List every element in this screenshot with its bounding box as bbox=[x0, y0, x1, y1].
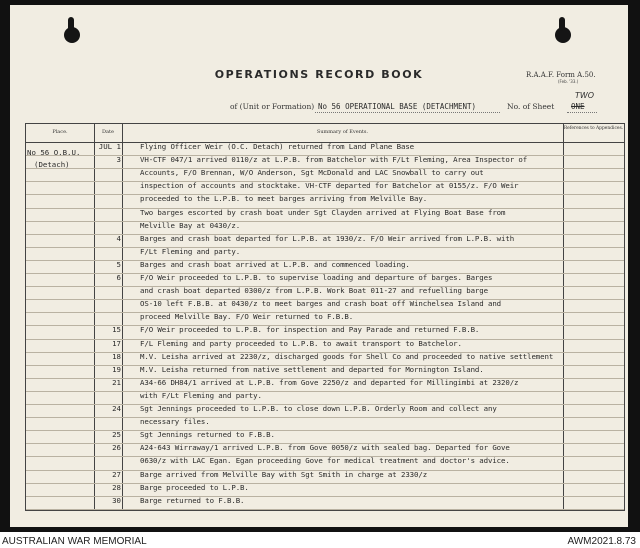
summary-line: Barge proceeded to L.P.B. bbox=[140, 482, 249, 492]
sheet-label: No. of Sheet bbox=[507, 102, 555, 111]
summary-line: and crash boat departed 0300/z from L.P.B. Work Boat 011-27 and refuelling barge bbox=[140, 286, 488, 296]
column-header-summary: Summary of Events. bbox=[316, 129, 369, 135]
entry-date: 27 bbox=[112, 469, 121, 479]
entry-date: JUL 1 bbox=[98, 142, 121, 151]
entry-date: 5 bbox=[116, 259, 121, 269]
summary-line: Barges and crash boat arrived at L.P.B. and commenced loading. bbox=[140, 259, 410, 269]
unit-label: of (Unit or Formation) bbox=[230, 102, 315, 111]
summary-line: proceed Melville Bay. F/O Weir returned to F.B.B. bbox=[140, 312, 354, 322]
summary-line: A24-643 Wirraway/1 arrived L.P.B. from Gove 0050/z with sealed bag. Departed for Gove bbox=[140, 443, 510, 453]
column-header-references: References to Appendices. bbox=[563, 126, 624, 131]
unit-underline bbox=[315, 112, 500, 113]
summary-line: VH-CTF 047/1 arrived 0110/z at L.P.B. from Batchelor with F/Lt Fleming, Area Inspector of bbox=[140, 155, 528, 165]
summary-line: proceeded to the L.P.B. to meet barges arriving from Melville Bay. bbox=[140, 194, 428, 204]
footer-accession: AWM2021.8.73 bbox=[567, 536, 636, 547]
summary-line: inspection of accounts and stocktake. VH-CTF departed for Batchelor at 0155/z. F/O Weir bbox=[140, 181, 519, 191]
entry-date: 30 bbox=[112, 495, 121, 505]
entry-date: 3 bbox=[116, 155, 121, 165]
summary-line: Two barges escorted by crash boat under Sgt Clayden arrived at Flying Boat Base from bbox=[140, 207, 506, 217]
entry-date: 15 bbox=[112, 325, 121, 335]
ruled-line bbox=[26, 221, 624, 222]
summary-line: Sgt Jennings proceeded to L.P.B. to close down L.P.B. Orderly Room and collect any bbox=[140, 404, 497, 413]
page-title: OPERATIONS RECORD BOOK bbox=[214, 68, 424, 81]
entry-date: 17 bbox=[112, 338, 121, 348]
summary-line: Sgt Jennings returned to F.B.B. bbox=[140, 430, 275, 440]
record-sheet bbox=[10, 5, 628, 527]
summary-line: Flying Officer Weir (O.C. Detach) returned from Land Plane Base bbox=[140, 142, 415, 151]
summary-line: F/Lt Fleming and party. bbox=[140, 246, 241, 256]
ruled-line bbox=[26, 247, 624, 248]
binder-hole-left bbox=[64, 27, 80, 43]
summary-line: F/O Weir proceeded to L.P.B. for inspection and Pay Parade and returned F.B.B. bbox=[140, 325, 480, 335]
ruled-line bbox=[26, 417, 624, 418]
summary-line: Barge returned to F.B.B. bbox=[140, 495, 245, 505]
sheet-underline bbox=[567, 112, 597, 113]
ruled-line bbox=[26, 391, 624, 392]
summary-line: OS-10 left F.B.B. at 0430/z to meet barges and crash boat off Winchelsea Island and bbox=[140, 299, 502, 309]
summary-line: F/L Fleming and party proceeded to L.P.B. to await transport to Batchelor. bbox=[140, 338, 462, 348]
place-detachment: (Detach) bbox=[34, 160, 70, 169]
form-number: R.A.A.F. Form A.50. bbox=[526, 71, 596, 79]
entry-date: 4 bbox=[116, 233, 121, 243]
summary-line: M.V. Leisha arrived at 2230/z, discharged goods for Shell Co and proceeded to native settlement bbox=[140, 351, 554, 361]
entry-date: 28 bbox=[112, 482, 121, 492]
column-header-place: Place. bbox=[52, 129, 68, 135]
footer bbox=[0, 533, 640, 548]
summary-line: Accounts, F/O Brennan, W/O Anderson, Sgt McDonald and LAC Snowball to carry out bbox=[140, 168, 484, 178]
entry-date: 26 bbox=[112, 443, 121, 453]
summary-line: 0630/z with LAC Egan. Egan proceeding Gove for medical treatment and doctor's advice. bbox=[140, 456, 510, 466]
unit-value: No 56 OPERATIONAL BASE (DETACHMENT) bbox=[318, 102, 477, 111]
summary-line: Barges and crash boat departed for L.P.B. at 1930/z. F/O Weir arrived from L.P.B. with bbox=[140, 233, 515, 243]
place-unit: No 56 O.B.U. bbox=[27, 148, 81, 157]
summary-line: F/O Weir proceeded to L.P.B. to supervise loading and departure of barges. Barges bbox=[140, 273, 493, 282]
summary-line: necessary files. bbox=[140, 417, 210, 427]
entry-date: 6 bbox=[116, 273, 121, 282]
ruled-line bbox=[26, 509, 624, 510]
entry-date: 19 bbox=[112, 364, 121, 374]
summary-line: Melville Bay at 0430/z. bbox=[140, 220, 241, 230]
summary-line: with F/Lt Fleming and party. bbox=[140, 390, 262, 400]
footer-source: AUSTRALIAN WAR MEMORIAL bbox=[2, 536, 147, 547]
entry-date: 25 bbox=[112, 430, 121, 440]
summary-line: A34-66 DH84/1 arrived at L.P.B. from Gove 2250/z and departed for Millingimbi at 2320/z bbox=[140, 377, 519, 387]
entry-date: 18 bbox=[112, 351, 121, 361]
summary-line: M.V. Leisha returned from native settlement and departed for Mornington Island. bbox=[140, 364, 484, 374]
entry-date: 24 bbox=[112, 404, 121, 413]
column-header-date: Date bbox=[102, 129, 114, 135]
binder-hole-right bbox=[555, 27, 571, 43]
summary-line: Barge arrived from Melville Bay with Sgt Smith in charge at 2330/z bbox=[140, 469, 428, 479]
sheet-value-struck: ONE bbox=[571, 102, 585, 111]
form-date: (Feb. '33.) bbox=[558, 79, 579, 84]
entry-date: 21 bbox=[112, 377, 121, 387]
sheet-value-handwritten: TWO bbox=[575, 91, 595, 100]
